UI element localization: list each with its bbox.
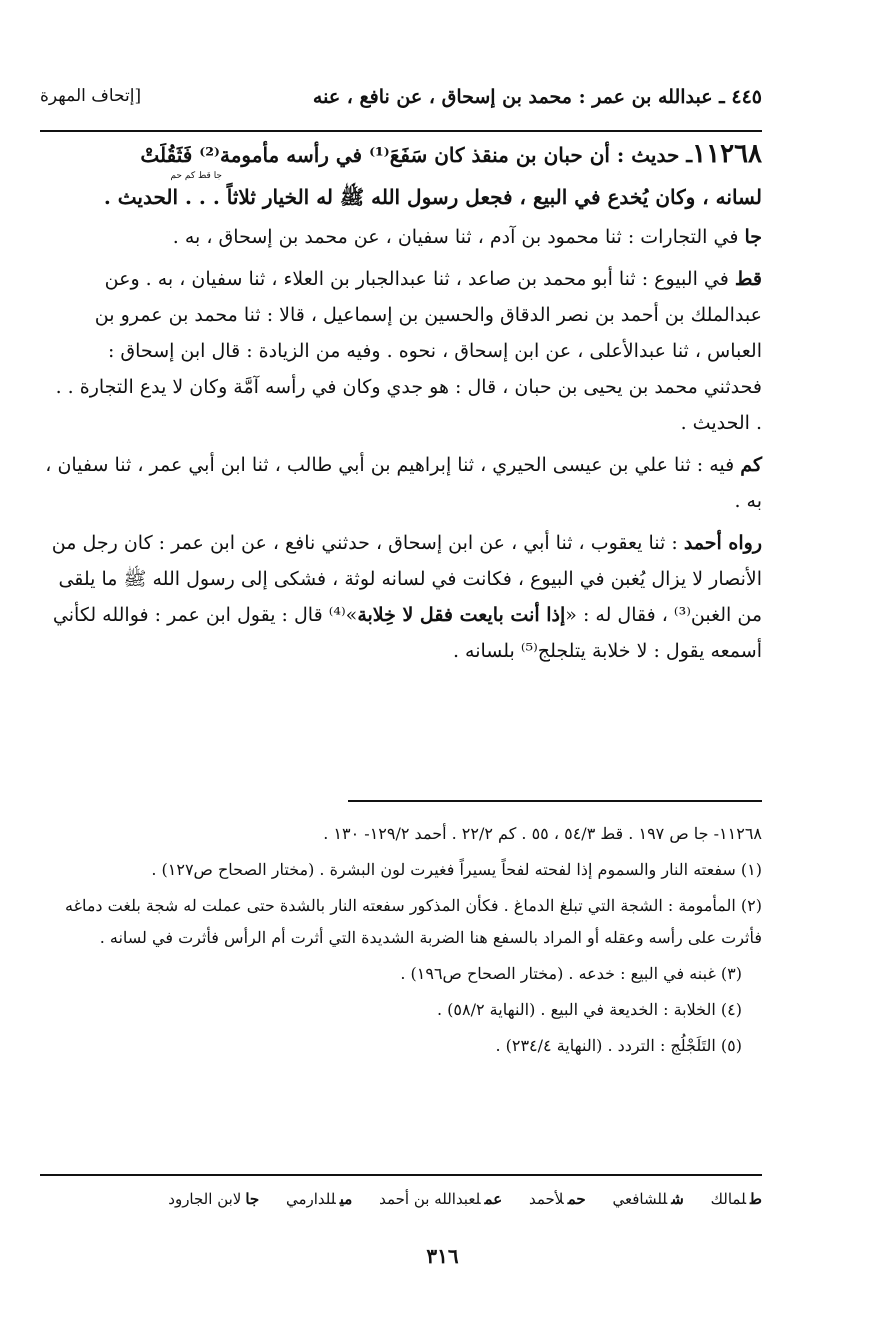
footnote-1: (١) سفعته النار والسموم إذا لفحته لفحاً يسيراً فغيرت لون البشرة . (مختار الصحاح ص١٢٧) . xyxy=(151,860,762,879)
footnotes xyxy=(50,818,762,1066)
source-paragraph-qt xyxy=(44,261,762,441)
source-text: في البيوع : ثنا أبو محمد بن صاعد ، ثنا عبدالجبار بن العلاء ، ثنا سفيان ، به . وعن عبدالملك بن أحمد بن نصر الدقاق والحسين بن إسماعيل ، قالا : ثنا محمد بن عمرو بن العباس ، ثنا عبدالأعلى ، عن ابن إسحاق ، نحوه . وفيه من الزيادة : قال ابن إسحاق : فحدثني محمد بن يحيى بن حبان ، قال : هو جدي وكان في رأسه آمَّة وكان لا يدع التجارة . . . الحديث . xyxy=(55,268,762,434)
running-header xyxy=(40,86,762,118)
legend-item: عملعبدالله بن أحمد xyxy=(379,1190,503,1208)
footnote-5: (٥) التَلَجْلُج : التردد . (النهاية ٢٣٤/٤) . xyxy=(495,1036,742,1055)
hadith-text-line2: لسانه ، وكان يُخدع في البيع ، فجعل رسول الله ﷺ له الخيار ثلاثاً . . . الحديث . xyxy=(103,185,762,209)
prophet-quote: إذا أنت بايعت فقل لا خِلابة xyxy=(357,604,566,626)
source-abbr: كم xyxy=(740,454,762,476)
source-text: في التجارات : ثنا محمود بن آدم ، ثنا سفيان ، عن محمد بن إسحاق ، به . xyxy=(172,226,745,248)
legend-item: شللشافعي xyxy=(612,1190,684,1208)
source-paragraph-km xyxy=(44,447,762,519)
hadith-number: ١١٢٦٨ xyxy=(692,139,762,169)
chapter-title: ٤٤٥ ـ عبدالله بن عمر : محمد بن إسحاق ، عن نافع ، عنه xyxy=(312,86,762,108)
legend-item: حملأحمد xyxy=(528,1190,586,1208)
footnote-references: ١١٢٦٨- جا ص ١٩٧ . قط ٥٤/٣ ، ٥٥ . كم ٢٢/٢ . أحمد ١٢٩/٢- ١٣٠ . xyxy=(323,824,762,843)
source-abbr: جا xyxy=(744,226,762,248)
legend-item: ميللدارمي xyxy=(285,1190,353,1208)
footnote-4: (٤) الخلابة : الخديعة في البيع . (النهاية ٥٨/٢) . xyxy=(436,1000,742,1019)
source-text: : ثنا يعقوب ، ثنا أبي ، عن ابن إسحاق ، حدثني نافع ، عن ابن عمر : كان رجل من الأنصار لا يزال يُغبن في البيوع ، فكانت في لسانه لوثة ، فشكى إلى رسول الله ﷺ ما يلقى من الغبن⁽³⁾ ، فقال له : « xyxy=(51,532,762,626)
legend-item: طلمالك xyxy=(710,1190,762,1208)
hadith-heading xyxy=(44,138,762,171)
source-paragraph-ahmad xyxy=(44,525,762,669)
book-title: [إتحاف المهرة xyxy=(40,86,142,106)
main-text xyxy=(44,138,762,675)
hadith-text-line1: ـ حديث : أن حبان بن منقذ كان سَفَعَ⁽¹⁾ في رأسه مأمومة⁽²⁾ فَثَقُلَتْ xyxy=(140,143,693,167)
footnote-2: (٢) المأمومة : الشجة التي تبلغ الدماغ . فكأن المذكور سفعته النار بالشدة حتى عملت له شجة بلغت دماغه فأثرت على رأسه وعقله أو المراد بالسفع هنا الضربة الشديدة التي أثرت أم الرأس فأثرت في لسانه . xyxy=(65,896,762,947)
footnote-3: (٣) غبنه في البيع : خدعه . (مختار الصحاح ص١٩٦) . xyxy=(400,964,742,983)
legend-divider xyxy=(40,1174,762,1176)
source-codes: جا قط كم حم xyxy=(170,171,222,181)
legend-item: جالابن الجارود xyxy=(168,1190,260,1208)
page-number: ٣١٦ xyxy=(426,1244,459,1268)
source-abbr: رواه أحمد xyxy=(683,532,762,554)
source-paragraph-ja xyxy=(44,219,762,255)
source-text: فيه : ثنا علي بن عيسى الحيري ، ثنا إبراهيم بن أبي طالب ، ثنا ابن أبي عمر ، ثنا سفيان ، به . xyxy=(45,454,762,512)
footnote-divider xyxy=(348,800,762,802)
header-divider xyxy=(40,130,762,132)
source-text-end: »⁽⁴⁾ قال : يقول ابن عمر : فوالله لكأني أسمعه يقول : لا خلابة يتلجلج⁽⁵⁾ بلسانه . xyxy=(52,604,762,662)
source-abbr: قط xyxy=(734,268,762,290)
abbreviation-legend xyxy=(44,1186,762,1212)
